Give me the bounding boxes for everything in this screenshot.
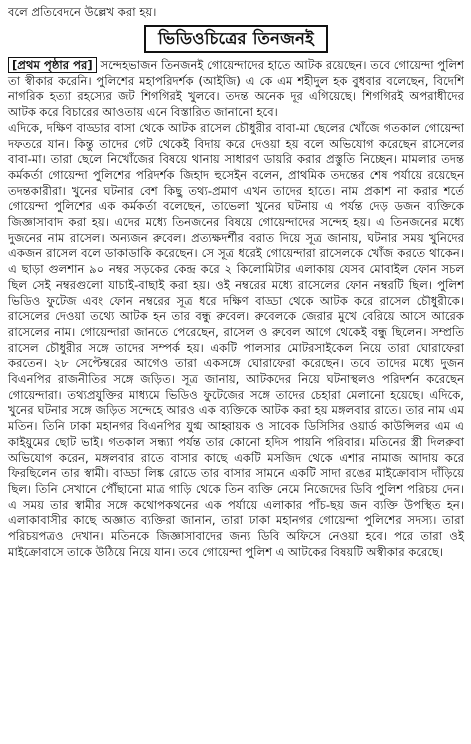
headline-container [8,25,464,53]
article-body [8,58,464,561]
article-headline: ভিডিওচিত্রের তিনজনই [144,25,328,53]
article-paragraph-2: এদিকে, দক্ষিণ বাড্ডার বাসা থেকে আটক রাসেল চৌধুরীর বাবা-মা ছেলের খোঁজে গতকাল গোয়েন্দা দফতরে যান। কিন্তু তাদের গেট থেকেই বিদায় করে দেওয়া হয় বলে অভিযোগ করেছেন রাসেলের বাবা-মা। তারা ছেলে নিখোঁজের বিষয়ে থানায় সাধারণ ডায়রি করার প্রস্তুতি নিচ্ছেন। মামলার তদন্ত কর্মকর্তা গোয়েন্দা পুলিশের পরিদর্শক জিহাদ হুসেইন বলেন, প্রাথমিক তদন্তের শেষ পর্যায়ে রয়েছেন তদন্তকারীরা। খুনের ঘটনার বেশ কিছু তথ্য-প্রমাণ এখন তাদের হাতে। নাম প্রকাশ না করার শর্তে গোয়েন্দা পুলিশের এক কর্মকর্তা বলেছেন, তাভেলা খুনের ঘটনায় এ পর্যন্ত দেড় ডজন ব্যক্তিকে জিজ্ঞাসাবাদ করা হয়। এদের মধ্যে তিনজনের বিষয়ে গোয়েন্দাদের সন্দেহ হয়। এ তিনজনের মধ্যে দুজনের নাম রাসেল। অন্যজন রুবেল। প্রত্যক্ষদর্শীর বরাত দিয়ে সূত্র জানায়, ঘটনার সময় খুনিদের একজন রাসেল বলে ডাকাডাকি করেছেন। সে সূত্র ধরেই গোয়েন্দারা রাসেলকে খোঁজ করতে থাকেন। এ ছাড়া গুলশান ৯০ নম্বর সড়কের কেন্দ্র করে ২ কিলোমিটার এলাকায় যেসব মোবাইল ফোন সচল ছিল সেই নম্বরগুলো যাচাই-বাছাই করা হয়। ওই নম্বরের মধ্যে রাসেলের ফোন নম্বরটি ছিল। পুলিশ ভিডিও ফুটেজ এবং ফোন নম্বরের সূত্র ধরে দক্ষিণ বাড্ডা থেকে আটক করে রাসেল চৌধুরীকে। রাসেলের দেওয়া তথ্যে আটক হন তার বন্ধু রুবেল। রুবেলকে জেরার মুখে বেরিয়ে আসে আরেক রাসেলের নাম। গোয়েন্দারা জানতে পেরেছেন, রাসেল ও রুবেল আগে থেকেই বন্ধু ছিলেন। সম্প্রতি রাসেল চৌধুরীর সঙ্গে তাদের সম্পর্ক হয়। একটি পালসার মোটরসাইকেল নিয়ে তারা ঘোরাফেরা করতেন। ২৮ সেপ্টেম্বরের আগেও তারা একসঙ্গে ঘোরাফেরা করেছেন। তবে তাদের মধ্যে দুজন বিএনপির রাজনীতির সঙ্গে জড়িত। সূত্র জানায়, আটকদের নিয়ে ঘটনাস্থলও পরিদর্শন করেছেন গোয়েন্দারা। তথ্যপ্রযুক্তির মাধ্যমে ভিডিও ফুটেজের সঙ্গে তাদের চেহারা মেলানো হয়েছে। এদিকে, খুনের ঘটনার সঙ্গে জড়িত সন্দেহে আরও এক ব্যক্তিকে আটক করা হয় মঙ্গলবার রাতে। তার নাম এম মতিন। তিনি ঢাকা মহানগর বিএনপির যুগ্ম আহ্বায়ক ও সাবেক ডিসিসির ওয়ার্ড কাউন্সিলর এম এ কাইয়ুমের ছোট ভাই। গতকাল সন্ধ্যা পর্যন্ত তার কোনো হদিস পায়নি পরিবার। মতিনের স্ত্রী দিলরুবা অভিযোগ করেন, মঙ্গলবার রাতে বাসার কাছে একটি মসজিদ থেকে এশার নামাজ আদায় করে ফিরছিলেন তার স্বামী। বাড্ডা লিঙ্ক রোডে তার বাসার সামনে একটি সাদা রঙের মাইক্রোবাস দাঁড়িয়ে ছিল। তিনি সেখানে পৌঁছানো মাত্র গাড়ি থেকে তিন ব্যক্তি নেমে নিজেদের ডিবি পুলিশ পরিচয় দেন। এ সময় তার স্বামীর সঙ্গে কথোপকথনের এক পর্যায়ে এলাকার পাঁচ-ছয় জন ব্যক্তি উপস্থিত হন। এলাকাবাসীর কাছে অজ্ঞাত ব্যক্তিরা জানান, তারা ঢাকা মহানগর গোয়েন্দা পুলিশের সদস্য। তারা পরিচয়পত্রও দেখান। মতিনকে জিজ্ঞাসাবাদের জন্য ডিবি অফিসে নেওয়া হবে। পরে তারা ওই মাইক্রোবাসে তাকে উঠিয়ে নিয়ে যান। তবে গোয়েন্দা পুলিশ এ আটকের বিষয়টি অস্বীকার করেছে। [8,120,464,559]
previous-article-fragment: বলে প্রতিবেদনে উল্লেখ করা হয়। [8,5,157,19]
continued-from-label: [প্রথম পৃষ্ঠার পর] [8,57,97,73]
article-paragraph-1: সন্দেহভাজন তিনজনই গোয়েন্দাদের হাতে আটক রয়েছেন। তবে গোয়েন্দা পুলিশ তা স্বীকার করেনি। পুলিশের মহাপরিদর্শক (আইজি) এ কে এম শহীদুল হক বুধবার বলেছেন, বিদেশি নাগরিক হত্যা রহস্যের জট শিগগিরই খুলবে। তদন্ত অনেক দূর এগিয়েছে। শিগগিরই অপরাধীদের আটক করে বিচারের আওতায় এনে বিস্তারিত জানানো হবে। [8,58,465,120]
